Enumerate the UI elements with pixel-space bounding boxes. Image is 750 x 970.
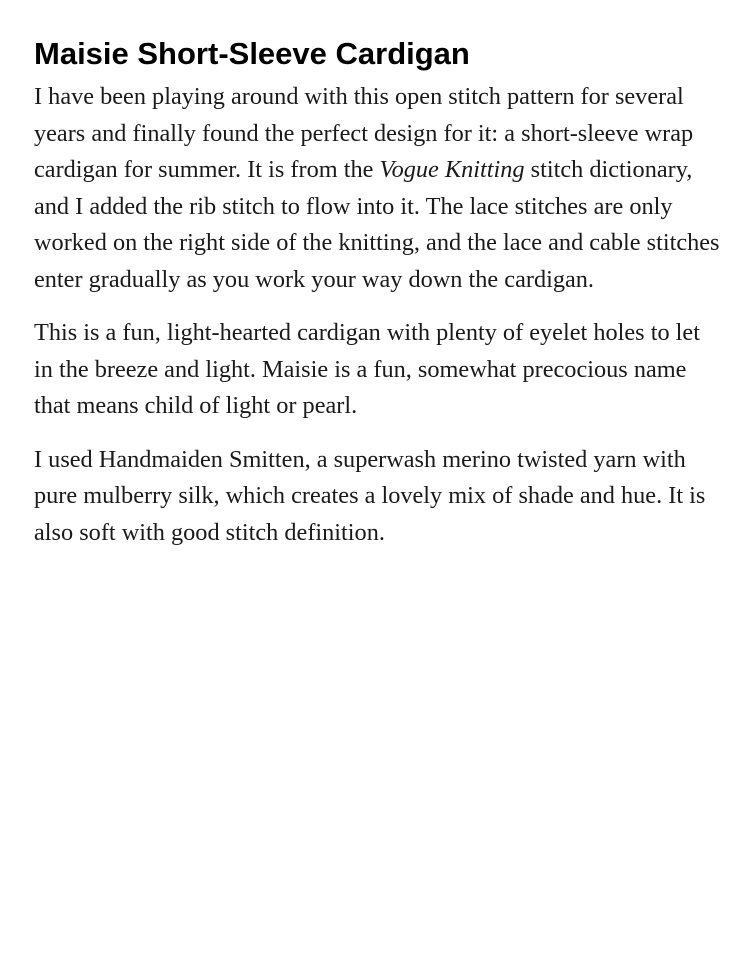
page-title: Maisie Short-Sleeve Cardigan [34, 36, 470, 71]
book-title-italic: Vogue Knitting [379, 156, 525, 183]
intro-text-end: stitch dictionary, and I added the rib stitch to flow into it. The lace stitches are only worked on the right side of the knitting, and the lace and cable stitches enter gradually as you work your way down the cardigan. [34, 156, 720, 293]
intro-paragraph [34, 79, 724, 298]
description-paragraph: This is a fun, light-hearted cardigan with plenty of eyelet holes to let in the breeze and light. Maisie is a fun, somewhat precocious name that means child of light or pearl. [34, 319, 700, 419]
yarn-paragraph: I used Handmaiden Smitten, a superwash merino twisted yarn with pure mulberry silk, which creates a lovely mix of shade and hue. It is also soft with good stitch definition. [34, 445, 706, 546]
document-page [34, 34, 724, 568]
intro-text-start: I have been playing around with this open stitch pattern for several years and finally found the perfect design for it: a short-sleeve wrap cardigan for summer. It is from the [34, 83, 694, 183]
